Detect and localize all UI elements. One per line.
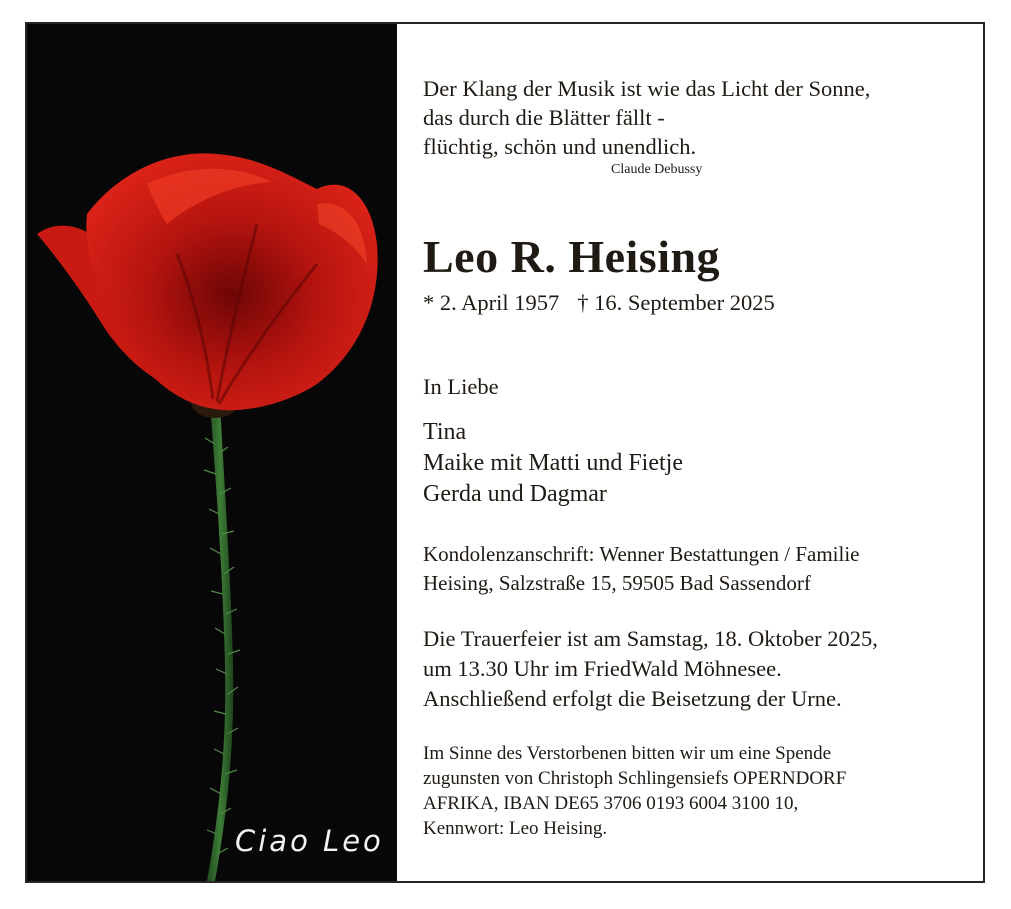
mourner-name: Maike mit Matti und Fietje: [423, 450, 683, 476]
petal-main: [86, 153, 377, 410]
donation-line: AFRIKA, IBAN DE65 3706 0193 6004 3100 10,: [423, 793, 799, 814]
birth-date: * 2. April 1957: [423, 290, 560, 315]
signature-text: Ciao Leo: [235, 824, 384, 858]
ceremony-line: um 13.30 Uhr im FriedWald Möhnesee.: [423, 656, 782, 681]
ceremony-line: Die Trauerfeier ist am Samstag, 18. Oktober 2025,: [423, 626, 878, 651]
obituary-card: [25, 22, 985, 883]
poppy-photo: [27, 24, 397, 881]
mourner-name: Gerda und Dagmar: [423, 481, 607, 507]
death-date: † 16. September 2025: [577, 290, 775, 315]
condolence-address: [423, 540, 859, 598]
deceased-name: Leo R. Heising: [423, 231, 721, 282]
condolence-line: Heising, Salzstraße 15, 59505 Bad Sassendorf: [423, 571, 811, 595]
mourner-name: Tina: [423, 419, 467, 445]
donation-line: Kennwort: Leo Heising.: [423, 818, 608, 839]
donation-line: zugunsten von Christoph Schlingensiefs OPERNDORF: [423, 768, 847, 789]
donation-request: [423, 741, 846, 841]
poppy-illustration: [27, 24, 397, 881]
mourners-intro: In Liebe: [423, 374, 499, 399]
quote-author: Claude Debussy: [611, 162, 703, 177]
quote: [423, 74, 870, 161]
ceremony-line: Anschließend erfolgt die Beisetzung der Urne.: [423, 686, 842, 711]
quote-line: flüchtig, schön und unendlich.: [423, 134, 697, 159]
quote-line: Der Klang der Musik ist wie das Licht der Sonne,: [423, 76, 871, 101]
quote-line: das durch die Blätter fällt -: [423, 105, 665, 130]
life-dates: [423, 290, 775, 316]
condolence-line: Kondolenzanschrift: Wenner Bestattungen / Familie: [423, 542, 860, 566]
mourners-list: [423, 417, 683, 510]
donation-line: Im Sinne des Verstorbenen bitten wir um eine Spende: [423, 743, 832, 764]
ceremony-info: [423, 624, 878, 714]
